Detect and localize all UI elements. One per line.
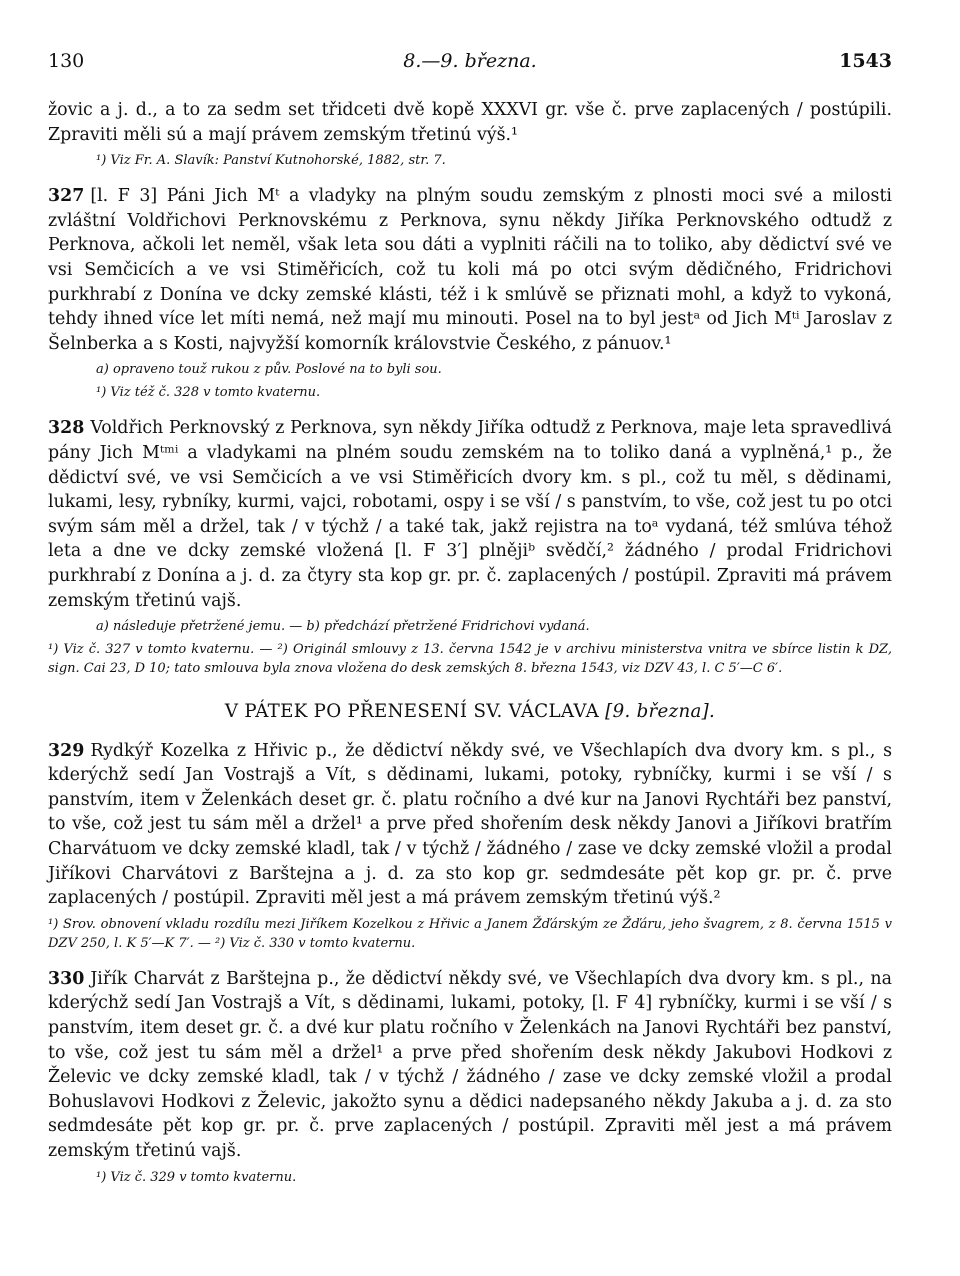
entry-329: [48, 739, 892, 911]
entry-continuation-text: žovic a j. d., a to za sedm set třidceti dvě kopě XXXVI gr. vše č. prve zaplacených / postúpili. Zpraviti měli sú a mají právem zemským třetinú výš.¹: [48, 100, 892, 145]
entry-text: Voldřich Perknovský z Perknova, syn někdy Jiříka odtudž z Perknova, maje leta spravedlivá pány Jich Mᵗᵐⁱ a vladykami na plném soudu zemském na to toliko daná a vyplněná,¹ p., že dědictví své, ve vsi Semčicích a ve vsi Stiměřicích dvory km. s pl., což tu měl, s dědinami, lukami, lesy, rybníky, kurmi, vajci, robotami, ospy i se vší / s panstvím, to vše, což jest tu po otci svým sám měl a držel, tak / v týchž / a také tak, jakž rejistra na toᵃ vydaná, též smlúva téhož leta a dne ve dcky zemské vložená [l. F 3′] plnějiᵇ svědčí,² žádného / prodal Fridrichovi purkhrabí z Donína a j. d. za čtyry sta kop gr. pr. č. zaplacených / postúpil. Zpraviti má právem zemským třetinú vajš.: [48, 418, 892, 611]
footnote: ¹) Viz č. 329 v tomto kvaternu.: [96, 1169, 297, 1185]
entry-text: Jiřík Charvát z Barštejna p., že dědictví někdy své, ve Všechlapích dva dvory km. s pl., na kderýchž sedí Jan Vostrajš a Vít, s dědinami, lukami, potoky, [l. F 4] rybníčky, kurmi i se vší / s panstvím, item deset gr. č. a dvé kur platu ročního v Želenkách na Janovi Rychtáři bez panství, to vše, což jest tu sám měl a držel¹ a prve před shořením desk někdy Jakubovi Hodkovi z Želevic ve dcky zemské kladl, tak / v týchž / žádného / zase ve dcky zemské vložil a prodal Bohuslavovi Hodkovi z Želevic, jakožto synu a dědici nadepsaného někdy Jakuba a j. d. za sto sedmdesáte pět kop gr. pr. č. prve zaplacených / postúpil. Zpraviti měl jest a má právem zemským třetinú vajš.: [48, 968, 892, 1161]
footnote: a) následuje přetržené jemu. — b) předchází přetržené Fridrichovi vydaná.: [96, 619, 590, 635]
header-year: 1543: [839, 50, 892, 72]
section-heading-text: V PÁTEK PO PŘENESENÍ SV. VÁCLAVA: [224, 701, 600, 723]
section-heading-date: [9. března].: [605, 701, 716, 723]
page-body: [48, 98, 892, 1187]
entry-text: Rydkýř Kozelka z Hřivic p., že dědictví někdy své, ve Všechlapích dva dvory km. s pl., s kderýchž sedí Jan Vostrajš a Vít, s dědinami, lukami, potoky, rybníčky, kurmi i se vší / s panstvím, item v Želenkách deset gr. č. platu ročního a dvé kur na Janovi Rychtáři bez panství, to vše, což jest tu sám měl a držel¹ a prve před shořením desk někdy Janovi a Jiříkovi bratřím Charvátuom ve dcky zemské kladl, tak / v týchž / žádného / zase ve dcky zemské vložil a prodal Jiříkovi Charvátovi z Barštejna a j. d. za sto kop gr. sedmdesáte pět kop gr. pr. č. prve zaplacených / postúpil. Zpraviti měl jest a má právem zemským třetinú výš.²: [48, 740, 892, 909]
footnote: ¹) Viz Fr. A. Slavík: Panství Kutnohorské, 1882, str. 7.: [96, 153, 446, 169]
entry-327: [48, 184, 892, 356]
footnote: ¹) Srov. obnovení vkladu rozdílu mezi Jiříkem Kozelkou z Hřivic a Janem Žďárským ze Žďáru, jeho švagrem, z 8. června 1515 v DZV 250, l. K 5′—K 7′. — ²) Viz č. 330 v tomto kvaternu.: [48, 916, 892, 951]
running-header: [48, 50, 892, 74]
entry-number: 328: [48, 418, 85, 439]
footnote: a) opraveno touž rukou z pův. Poslové na to byli sou.: [96, 362, 442, 378]
page-number: 130: [48, 50, 85, 72]
header-date: 8.—9. března.: [403, 50, 537, 72]
entry-number: 330: [48, 968, 85, 989]
entry-number: 329: [48, 740, 85, 761]
footnote: ¹) Viz č. 327 v tomto kvaternu. — ²) Originál smlouvy z 13. června 1542 je v archivu ministerstva vnitra ve sbírce listin k DZ, sign. Cai 23, D 10; tato smlouva byla znova vložena do desk zemských 8. března 1543, viz DZV 43, l. C 5′—C 6′.: [48, 642, 892, 677]
footnote: ¹) Viz též č. 328 v tomto kvaternu.: [96, 385, 321, 401]
entry-328: [48, 416, 892, 613]
entry-text: [l. F 3] Páni Jich Mᵗ a vladyky na plným soudu zemským z plnosti moci své a milosti zvláštní Voldřichovi Perknovskému z Perknova, synu někdy Jiříka Perknovského odtudž z Perknova, ačkoli let neměl, však leta sou dáti a vyplniti ráčili na to toliko, aby dědictví své ve vsi Semčicích a ve vsi Stiměřicích, což tu koli má po otci svým dědičného, Fridrichovi purkhrabí z Donína ve dcky zemské klásti, též i k smlúvě se přiznati mohl, a když to vykoná, tehdy ihned více let míti nemá, než mají mu minouti. Posel na to byl jestᵃ od Jich Mᵗⁱ Jaroslav z Šelnberka a s Kosti, najvyžší komorník královstvie Českého, z pánuov.¹: [48, 186, 892, 354]
section-heading: [48, 700, 892, 725]
entry-330: [48, 967, 892, 1164]
entry-number: 327: [48, 186, 85, 207]
